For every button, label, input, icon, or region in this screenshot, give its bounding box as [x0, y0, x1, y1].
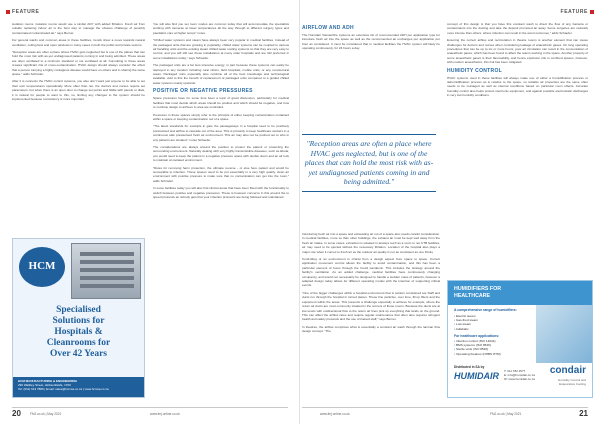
- paragraph: "Reception areas are often a place where HVAC gets neglected but is one of the places that can hold the most risk with as-yet undiagnosed patients coming in and being admitted. These areas are often ventilated to a minimum standard or not ventilated at all. Consulting in these areas creates significant risk of cross-contamination. HVAC design should always consider the effect that a person carrying a highly contagious disease would have on others and in sharing the same space," adds Schröder.: [12, 50, 145, 77]
- list-item: ▪ Electric steam: [454, 314, 478, 318]
- ad-subheading: A comprehensive range of humidifiers:: [454, 308, 517, 312]
- condair-tagline: Humidity Control and Evaporative Cooling: [557, 378, 586, 386]
- humidair-advertisement[interactable]: [447, 280, 593, 398]
- paragraph: Ensuring the correct airflow and recirculation in theatre rooms is another element that can cause challenges for doctors and nurses when considering leakage of anaesthetic gases. On long operating procedures that can be up to six or more hours, poor air circulation can result in the concentration of anaesthetic gases, which has been found to affect the teams working in the space. Another property of some anaesthetic gases is their flammability, and hence explosion risk in confined spaces, however, with modern anaesthetics, this risk has been mitigated.: [447, 38, 588, 65]
- list-item: ▪ Adiabatic: [454, 327, 478, 331]
- footer-issue: FMJ.co.uk | May 2021: [30, 412, 62, 416]
- paragraph: You will also find you set room modes are common today that will accommodate the specialists working with cameras at lower temperatures all the way through to different surgery types and paediatric care at higher temps" notes.: [153, 22, 289, 35]
- ad-contact-bar: HCM MANUFACTURING & ENGINEERING 290 Walkley Street, Hicksonfields, 1760 Tel: (011) 613 7889 | Email: sales@hcmsa.co.za | www.hcmsa.co.za: [13, 377, 144, 397]
- right-column-1-top: [302, 22, 440, 54]
- paragraph: "One of the bigger challenges within a hospital environment that is seldom considered are Staff and ducts run through the hospital in turned places. These fine particles, over time, fill up filters and the equipment within the areas. This presents a challenge especially to achieve for example, where the return air ducts are most commonly situated in the corners of these rooms. Because the ducts are at low levels with unidirectional flow to the return air lines pick up everything that lands on the ground. This can affect the airflow rates and require regular maintenance that often also requires stringent health and safety protocols and the use of trained staff," says Berner.: [302, 290, 440, 322]
- right-column-2: [447, 22, 588, 101]
- list-item: ▪ BMS systems (ISO 8546): [454, 343, 501, 347]
- list-item: ▪ Sterile units (ISO 8546): [454, 347, 501, 351]
- paragraph: In theatres, the airflow comprises what is essentially a constant air wash through the laminar flow design concept. "The: [302, 324, 440, 334]
- paragraph: In some facilities today you will also find clinical areas that have been fitted with the functionality to switch between positive and negative pressures. These is however concerns in this around the to speed protocols as nobody gets that your infection protocols are being followed and maintained.: [153, 186, 289, 199]
- footer-url[interactable]: www.fmj.online.co.uk: [320, 412, 350, 416]
- paragraph: For general wards and common areas in these facilities, trends show a move towards natural ventilation, ceiling fans and open windows in many cases in both the public and private sectors.: [12, 38, 145, 47]
- list-item: ▪ Gas-fired steam: [454, 318, 478, 322]
- list-item: ▪ Low-steam: [454, 322, 478, 326]
- air-handling-unit-image: [71, 243, 141, 299]
- left-column-1: [12, 22, 145, 105]
- footer-url[interactable]: www.fmj.online.co.uk: [150, 412, 180, 416]
- section-marker-icon: [590, 10, 594, 14]
- paragraph: The considerations are always around the position to protect the patient or protecting the surrounding environment. Naturally dealing with very highly transmissible diseases, such as Ebola, you would need to keep the patient in a negative pressure space with double doors and an air lock to maintain an isolated environment.: [153, 144, 289, 163]
- subheading: HUMIDITY CONTROL: [447, 67, 502, 74]
- paragraph: After it is connects the HVAC control systems, you also don't want just anyone to be able to set their own temperatures sporadically. More often than not, the doctors and nurses require set parameters, but when there is an open door to change set points and fiddle with panels or dials, it is natural for people to want to this, so, limiting any changes to the system should be implemented because consistency is more important.: [12, 79, 145, 102]
- paragraph: Introducing fresh air into a space and exhausting air out of a space also needs careful consideration. In medical facilities, more so than other buildings, the exhaust air must be kept well away from the fresh air intake. In some cases, extraction is situated in airways such as a room to not CTB facilities, air may need to be ejected without the necessary filtration. Location of the hospital also plays a major role when it comes to fresh air as the outdoor air quality is not as consistent as one thinks.: [302, 232, 440, 254]
- distributor-label: Distributed in SA by: [454, 365, 485, 369]
- condair-logo: condair: [549, 365, 586, 376]
- paragraph: "Rules for removing harm protection, the ultimate reverse - or else here patient and would be susceptible to infection. These spaces need to be put essentially in a very high quality, clean air environment with positive pressure to make sure that no contamination can get into the room," adds Schröder.: [153, 165, 289, 183]
- paragraph: Controlling of an environment is critical from a design aspect from space to space. Correct application movement control allows the facility to avoid contamination, and this has been a particular element of focus through the Covid pandemic. This includes the strategy around the facility's ventilation. As an added challenge, medical facilities have continuously changing occupancy, and would not necessarily be designed to handle a sudden mass of patients, however a adapted design today allows for different operating modes with the intention of supporting critical events.: [302, 257, 440, 288]
- paragraph: isolation rooms. Isolation rooms would use a similar ADY with added filtration. Fresh air from outside replacing indoor air is the best way to manage the obvious challenge of possibly contaminated contaminated air," says Berner.: [12, 22, 145, 35]
- humidifier-range-list: [454, 314, 478, 331]
- right-column-1-bottom: [302, 232, 440, 337]
- page-number: 20: [12, 409, 21, 418]
- footer-issue: FMJ.co.uk | May 2021: [490, 412, 522, 416]
- page-number: 21: [579, 409, 588, 418]
- subheading: AIRFLOW AND ADH: [302, 25, 354, 31]
- paragraph: HVAC systems used in these facilities will always make use of either a humidification process or dehumidification process as is relative to the space, so suitable air properties are the same often needs to be managed as well as internal conditions based on particular room effects. Accurate humidity control also helps protect electronic equipment, and against possible electrostatic discharges in very low humidity conditions.: [447, 75, 588, 98]
- list-item: ▪ Infection control (ISO 14644): [454, 339, 501, 343]
- ad-headline: Specialised Solutions for Hospitals & Cleanrooms for Over 42 Years: [46, 305, 111, 359]
- humidair-logo: HUMIDAIR: [454, 371, 499, 381]
- paragraph: concept of this design is that you have this constant wash to direct the flow of any bacteria or contaminants into the ducting and take the deposit promoted air away. Some surgeries are naturally more intense than others, where infection can result in the worst outcomes," adds Schaefer.: [447, 22, 588, 35]
- paragraph: The Humidair Vaxsterilize systems an extensive list of recommended ADH per application type for introduce fresh air into the space as well as the recommended air exchanges per application per hour as considered. It must be considered that in medical facilities the HVAC system will likely be operating continuously, for 24 hours a day.: [302, 33, 440, 51]
- section-tag: FEATURE: [560, 9, 588, 15]
- hcm-logo: HCM: [19, 247, 65, 287]
- ad-contact: T: 011 782 2577 E: info@humidair.co.za W: www.humidair.co.za: [504, 369, 535, 381]
- footer-rule: [302, 407, 588, 408]
- ad-headline: HUMIDIFIERS FOR HEALTHCARE: [448, 281, 592, 305]
- applications-list: [454, 339, 501, 356]
- list-item: ▪ Operating theatres (NHBS HTM): [454, 352, 501, 356]
- hcm-advertisement[interactable]: [12, 238, 145, 398]
- left-column-2: [153, 22, 289, 202]
- section-marker-icon: [6, 10, 10, 14]
- paragraph: Space pressures have for some time been a topic of great discussion, particularly for medical facilities that must decide which areas should be positive and which should be negative, and how to combine design to achieve in area are controlled.: [153, 96, 289, 110]
- paragraph: Pressures in these spaces simply refer to the principle of either keeping contamination contained within a space or keeping contamination out of a space.: [153, 112, 289, 121]
- ad-subheading: For healthcare applications:: [454, 334, 500, 338]
- humidifier-image: [536, 305, 592, 363]
- paragraph: "Chilled water systems and steam have always been very popular in medical facilities. Instead of the packaged units that are growing in popularity, chilled water systems can be coupled to various air handling units and the existing steam chilled water cooling systems so that they are very easy to control, and you will still see these installations at many older hospitals and are still preferred in some installations today," says Schaefer.: [153, 38, 289, 60]
- section-tag: FEATURE: [12, 9, 40, 15]
- pull-quote: "Reception areas are often a place where HVAC gets neglected, but is one of the places that can hold the most risk with as-yet undiagnosed patients coming in and being admitted.": [302, 134, 436, 192]
- paragraph: The packaged units are a far less intensive energy, in part because these systems can easily be deployed in any location including rural clinics, field hospitals, mobile units, or any remote/rural areas. Packaged units especially also combine all of the best knowledge and technological available. Add to this the benefit of replacement of packaged units compared to a guided chilled water systems mainly upwards.: [153, 63, 289, 85]
- paragraph: "The latest standards for example in gate the passageways in a hospital need to be positively pressurised and airflow to cascade out of the area. This is primarily to keep healthcare workers in a continuous safe pressurised fresh air environment. This air may also not be pushed out to who in any patients are situated," notes Schaefer.: [153, 124, 289, 142]
- footer-rule: [12, 407, 288, 408]
- subheading: POSITIVE OR NEGATIVE PRESSURES: [153, 88, 253, 95]
